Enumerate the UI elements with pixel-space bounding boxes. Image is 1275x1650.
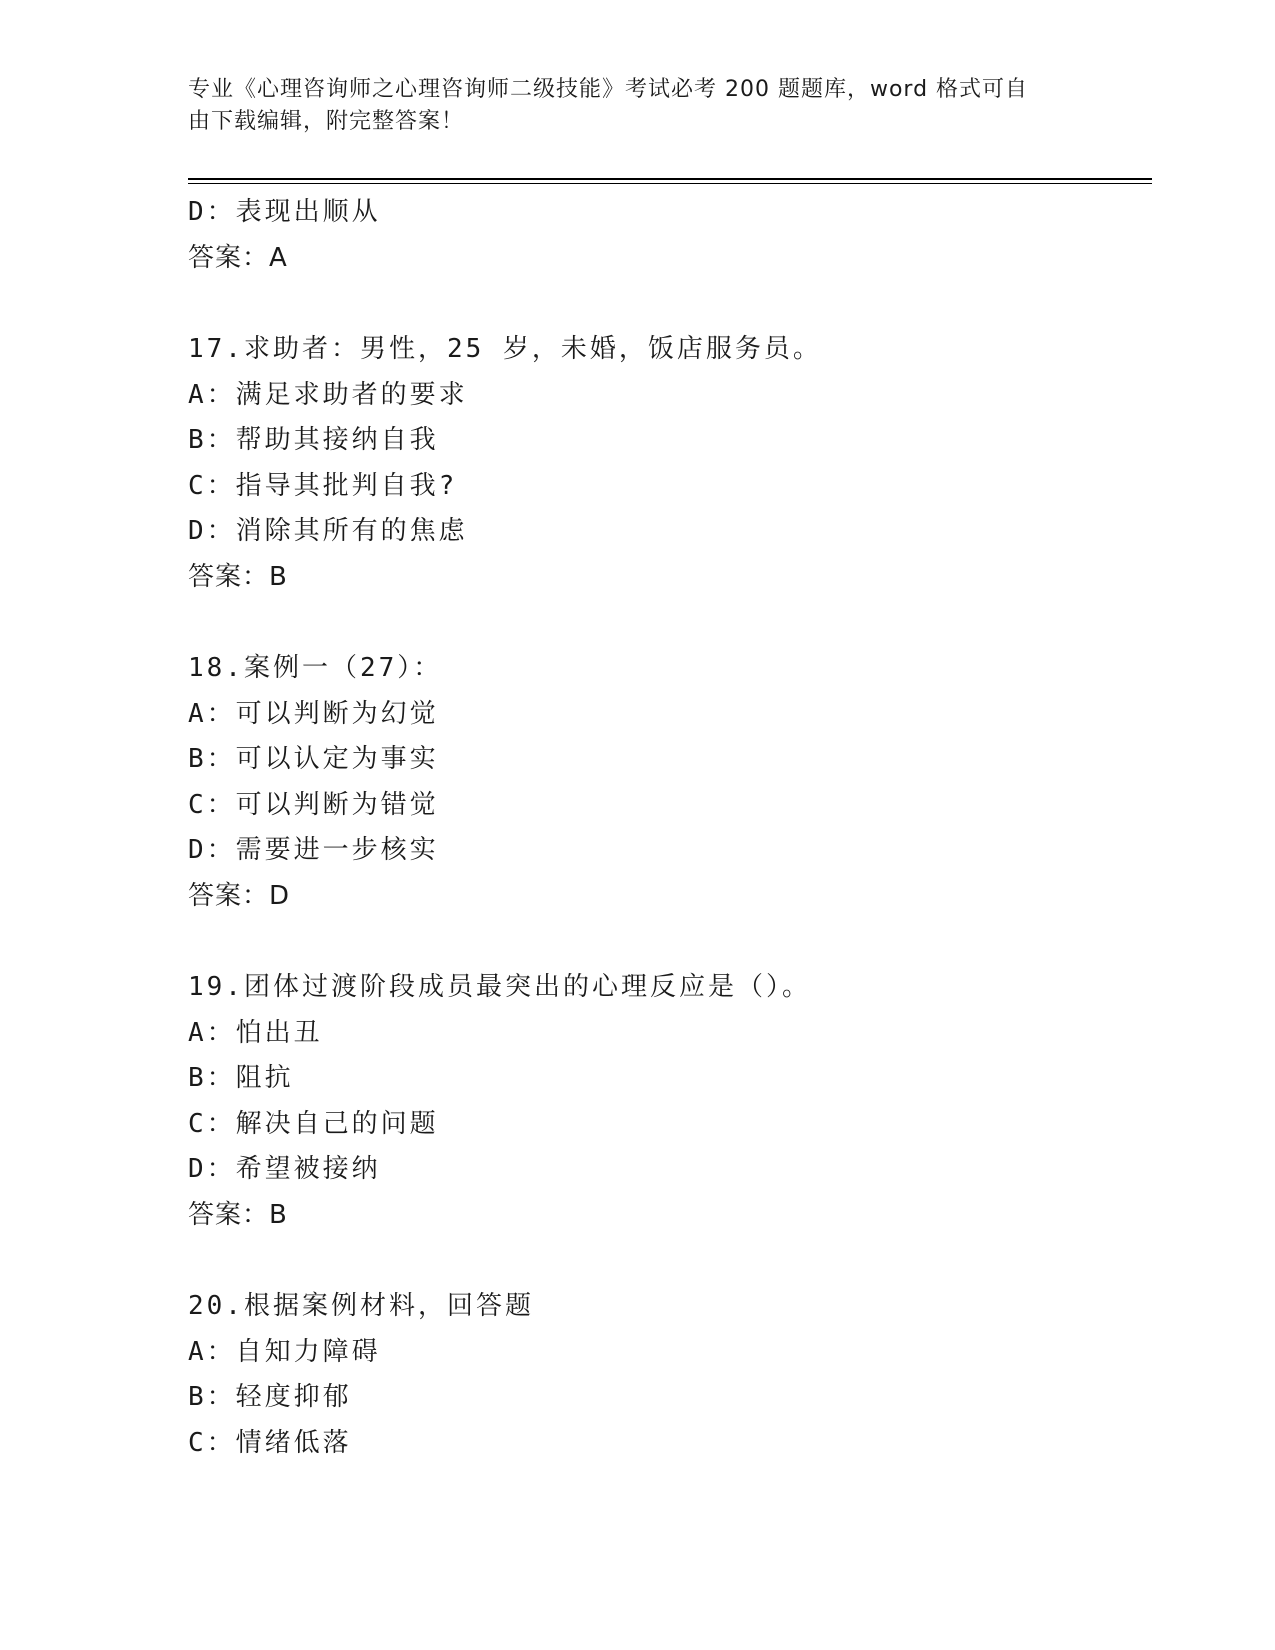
option-c: C：情绪低落 (188, 1427, 352, 1458)
spacer (188, 919, 1152, 965)
option-a: A：怕出丑 (188, 1017, 323, 1048)
question-block (188, 965, 1152, 1238)
option-a: A：满足求助者的要求 (188, 379, 468, 410)
option-d: D：表现出顺从 (188, 197, 381, 227)
document-header (188, 74, 1088, 138)
spacer (188, 281, 1152, 327)
option-b: B：可以认定为事实 (188, 744, 439, 774)
question-stem: 18.案例一（27）： (188, 653, 443, 683)
option-a: A：可以判断为幻觉 (188, 698, 439, 729)
answer: 答案：B (188, 1199, 288, 1230)
spacer (188, 600, 1152, 646)
option-d: D：需要进一步核实 (188, 835, 439, 865)
question-block (188, 1284, 1152, 1466)
option-a: A：自知力障碍 (188, 1336, 381, 1367)
answer: 答案：D (188, 880, 291, 911)
option-d: D：希望被接纳 (188, 1154, 381, 1184)
header-line-1: 专业《心理咨询师之心理咨询师二级技能》考试必考 200 题题库，word 格式可自 (188, 77, 1029, 102)
option-b: B：帮助其接纳自我 (188, 425, 439, 455)
option-c: C：可以判断为错觉 (188, 789, 439, 820)
option-d: D：消除其所有的焦虑 (188, 516, 468, 546)
question-list (188, 190, 1152, 1466)
option-b: B：轻度抑郁 (188, 1382, 352, 1412)
answer: 答案：B (188, 561, 288, 592)
header-divider-thin (188, 183, 1152, 184)
answer: 答案：A (188, 242, 288, 273)
question-block (188, 646, 1152, 919)
option-b: B：阻抗 (188, 1063, 294, 1093)
option-c: C：指导其批判自我? (188, 470, 458, 501)
question-stem: 17.求助者：男性，25 岁，未婚，饭店服务员。 (188, 334, 822, 364)
spacer (188, 1238, 1152, 1284)
header-divider-thick (188, 178, 1152, 180)
question-stem: 20.根据案例材料，回答题 (188, 1291, 534, 1321)
question-stem: 19.团体过渡阶段成员最突出的心理反应是（）。 (188, 972, 811, 1002)
question-block (188, 327, 1152, 600)
header-line-2: 由下载编辑，附完整答案！ (188, 109, 465, 134)
option-c: C：解决自己的问题 (188, 1108, 439, 1139)
